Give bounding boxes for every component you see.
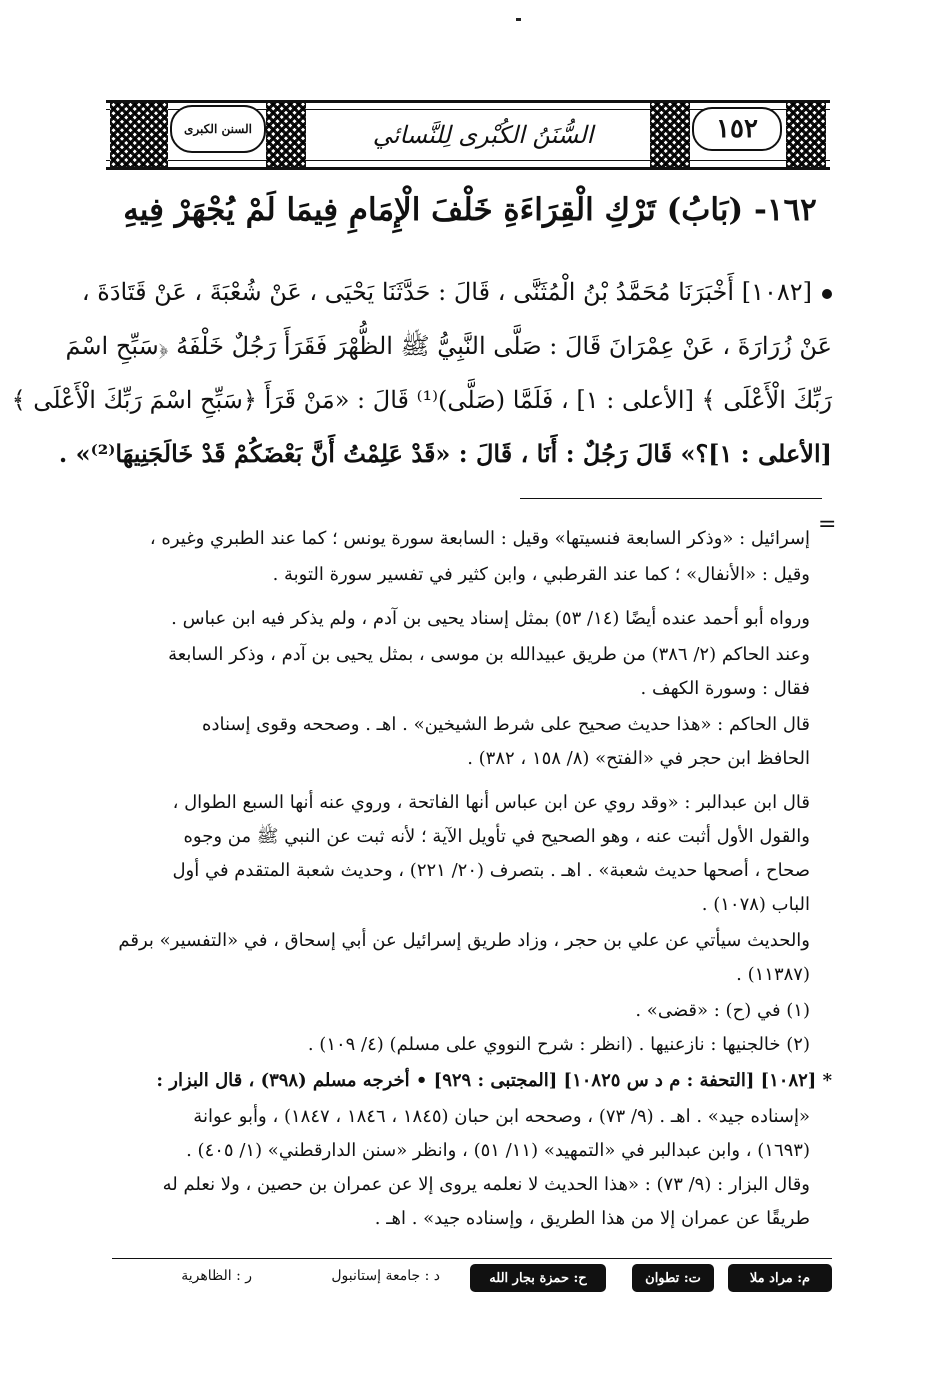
hadith-line <box>81 270 832 314</box>
footnote-line: والقول الأول أثبت عنه ، وهو الصحيح في تأويل الآية ؛ لأنه ثبت عن النبي ﷺ من وجوه <box>183 826 810 847</box>
footnote-line: قال الحاكم : «هذا حديث صحيح على شرط الشيخين» . اهـ . وصححه وقوى إسناده <box>202 714 810 735</box>
credit-badge: ح: حمزة بجار الله <box>470 1264 606 1292</box>
footnote-line: قال ابن عبدالبر : «وقد روي عن ابن عباس أنها الفاتحة ، وروي عنه أنها السبع الطوال ، <box>172 792 810 813</box>
ornament-left-icon <box>110 103 168 167</box>
footnote-line: والحديث سيأتي عن علي بن حجر ، وزاد طريق إسرائيل عن أبي إسحاق ، في «التفسير» برقم <box>118 930 810 951</box>
footnote-line: * [١٠٨٢] [التحفة : م د س ١٠٨٢٥] [المجتبى : ٩٢٩] • أخرجه مسلم (٣٩٨) ، قال البزار : <box>156 1070 832 1091</box>
ornament-right-icon <box>786 103 826 167</box>
top-mark <box>516 18 521 21</box>
footnote-line: صحاح ، أصحها حديث شعبة» . اهـ . بتصرف (٢٠/ ٢٢١) ، وحديث شعبة المتقدم في أول <box>172 860 810 881</box>
manuscript-credits <box>112 1264 832 1296</box>
footnote-line: (٢) خالجنيها : نازعنيها . (انظر : شرح النووي على مسلم) (٤/ ١٠٩) . <box>307 1034 810 1055</box>
footnote-line: (١٦٩٣) ، وابن عبدالبر في «التمهيد» (١١/ ٥١) ، وانظر «سنن الدارقطني» (١/ ٤٠٥) . <box>186 1140 810 1161</box>
footnote-line: الباب (١٠٧٨) . <box>701 894 810 915</box>
footnote-line: (١١٣٨٧) . <box>736 964 810 985</box>
credit-badge: ت: تطوان <box>632 1264 714 1292</box>
bullet-icon <box>822 289 832 299</box>
credit-text: ر : الظاهرية <box>181 1268 252 1284</box>
book-medallion: السنن الكبرى <box>170 105 266 153</box>
hadith-line: [الأعلى : ١]؟» قَالَ رَجُلٌ : أَنَا ، قَالَ : «قَدْ عَلِمْتُ أَنَّ بَعْضَكُمْ قَدْ خَالَجَنِيهَا⁽²⁾» . <box>58 439 832 468</box>
credit-text: د : جامعة إستانبول <box>331 1268 440 1284</box>
page-number: ١٥٢ <box>692 107 782 151</box>
footnote-separator <box>520 498 822 499</box>
ornament-left-inner-icon <box>266 103 306 167</box>
footer-rule <box>112 1258 832 1259</box>
footnote-line: فقال : وسورة الكهف . <box>640 678 810 699</box>
page-header <box>106 100 830 170</box>
footnote-line: ورواه أبو أحمد عنده أيضًا (١٤/ ٥٣) بمثل إسناد يحيى بن آدم ، ولم يذكر فيه ابن عباس . <box>171 608 810 629</box>
hadith-line: رَبِّكَ الْأَعْلَى ﴾ [الأعلى : ١] ، فَلَمَّا (صَلَّى)⁽¹⁾ قَالَ : «مَنْ قَرَأَ ﴿سَبِّحِ اسْمَ رَبِّكَ الْأَعْلَى ﴾ <box>11 386 832 414</box>
footnote-line: (١) في (ح) : «قضى» . <box>635 1000 810 1021</box>
footnote-line: إسرائيل : «وذكر السابعة فنسيتها» وقيل : السابعة سورة يونس ؛ كما عند الطبري وغيره ، <box>149 528 810 549</box>
chapter-heading: ١٦٢- (بَابُ) تَرْكِ الْقِرَاءَةِ خَلْفَ الْإِمَامِ فِيمَا لَمْ يُجْهَرْ فِيهِ <box>123 192 817 228</box>
continuation-mark: = <box>818 512 837 537</box>
footnote-line: «إسناده جيد» . اهـ . (٩/ ٧٣) ، وصححه ابن حبان (١٨٤٥ ، ١٨٤٦ ، ١٨٤٧) ، وأبو عوانة <box>193 1106 810 1127</box>
footnote-line: الحافظ ابن حجر في «الفتح» (٨/ ١٥٨ ، ٣٨٢) . <box>467 748 810 769</box>
footnote-line: وقال البزار : (٩/ ٧٣) : «هذا الحديث لا نعلمه يروى إلا عن عمران بن حصين ، ولا نعلم له <box>162 1174 810 1195</box>
footnote-line: طريقًا عن عمران إلا من هذا الطريق ، وإسناده جيد» . اهـ . <box>374 1208 810 1229</box>
footnote-line: وعند الحاكم (٢/ ٣٨٦) من طريق عبيدالله بن موسى ، بمثل يحيى بن آدم ، وذكر السابعة <box>168 644 810 665</box>
footnote-line: وقيل : «الأنفال» ؛ كما عند القرطبي ، وابن كثير في تفسير سورة التوبة . <box>272 564 810 585</box>
hadith-line: عَنْ زُرَارَةَ ، عَنْ عِمْرَانَ قَالَ : صَلَّى النَّبِيُّ ﷺ الظُّهْرَ فَقَرَأَ رَجُلٌ خَلْفَهُ ﴿سَبِّحِ اسْمَ <box>65 332 832 360</box>
book-title: السُّنَنُ الكُبْرى لِلنَّسائي <box>372 121 594 149</box>
credit-badge: م: مراد ملا <box>728 1264 832 1292</box>
hadith-text: [١٠٨٢] أَخْبَرَنَا مُحَمَّدُ بْنُ الْمُثَنَّى ، قَالَ : حَدَّثَنَا يَحْيَى ، عَنْ شُعْبَةَ ، عَنْ قَتَادَةَ ، <box>81 278 812 306</box>
ornament-right-inner-icon <box>650 103 690 167</box>
